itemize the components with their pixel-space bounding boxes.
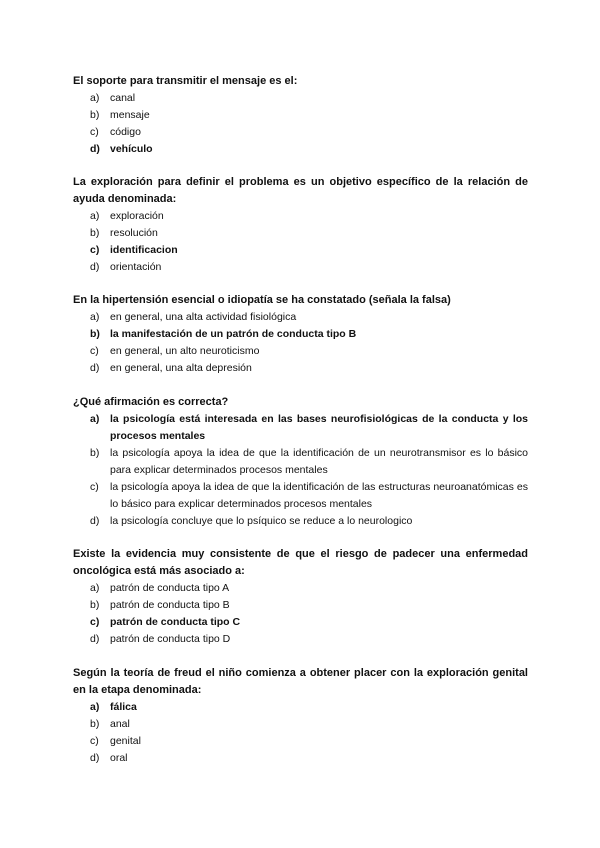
option-b: b) resolución [90, 227, 158, 239]
option-b: b) mensaje [90, 109, 150, 121]
option-d: d) orientación [90, 261, 162, 273]
option-c: c) genital [90, 735, 141, 747]
options-list [73, 208, 528, 276]
option-b: b) la manifestación de un patrón de conducta tipo B [90, 328, 357, 340]
option-c: c) código [90, 126, 141, 138]
option-a: a) la psicología está interesada en las bases neurofisiológicas de la conducta y los procesos mentales [90, 413, 528, 442]
option-b: b) anal [90, 718, 130, 730]
question-4 [73, 394, 528, 530]
options-list [73, 580, 528, 648]
option-a: a) fálica [90, 701, 137, 713]
option-a: a) exploración [90, 210, 164, 222]
option-b: b) patrón de conducta tipo B [90, 599, 230, 611]
question-text: Según la teoría de freud el niño comienza a obtener placer con la exploración genital en la etapa denominada: [73, 667, 528, 696]
question-6 [73, 665, 528, 767]
question-1 [73, 73, 528, 158]
option-d: d) en general, una alta depresión [90, 362, 252, 374]
option-d: d) patrón de conducta tipo D [90, 633, 231, 645]
option-a: a) patrón de conducta tipo A [90, 582, 230, 594]
question-text: El soporte para transmitir el mensaje es el: [73, 75, 298, 87]
question-text: Existe la evidencia muy consistente de que el riesgo de padecer una enfermedad oncológica está más asociado a: [73, 548, 528, 577]
option-a: a) en general, una alta actividad fisiológica [90, 311, 297, 323]
option-d: d) oral [90, 752, 128, 764]
question-3 [73, 292, 528, 377]
question-text: La exploración para definir el problema es un objetivo específico de la relación de ayuda denominada: [73, 176, 528, 205]
option-c: c) patrón de conducta tipo C [90, 616, 241, 628]
option-c: c) en general, un alto neuroticismo [90, 345, 260, 357]
question-5 [73, 546, 528, 648]
question-2 [73, 174, 528, 276]
option-c: c) la psicología apoya la idea de que la identificación de las estructuras neuroanatómicas es lo básico para explicar determinados procesos mentales [90, 481, 528, 510]
option-c: c) identificacion [90, 244, 178, 256]
option-a: a) canal [90, 92, 136, 104]
question-text: En la hipertensión esencial o idiopatía se ha constatado (señala la falsa) [73, 294, 451, 306]
option-d: d) la psicología concluye que lo psíquico se reduce a lo neurologico [90, 515, 413, 527]
options-list [73, 699, 528, 767]
option-d: d) vehículo [90, 143, 153, 155]
option-b: b) la psicología apoya la idea de que la identificación de un neurotransmisor es lo básico para explicar determinados procesos mentales [90, 447, 528, 476]
options-list [73, 90, 528, 158]
options-list [73, 309, 528, 377]
question-text: ¿Qué afirmación es correcta? [73, 396, 229, 408]
options-list [73, 411, 528, 530]
